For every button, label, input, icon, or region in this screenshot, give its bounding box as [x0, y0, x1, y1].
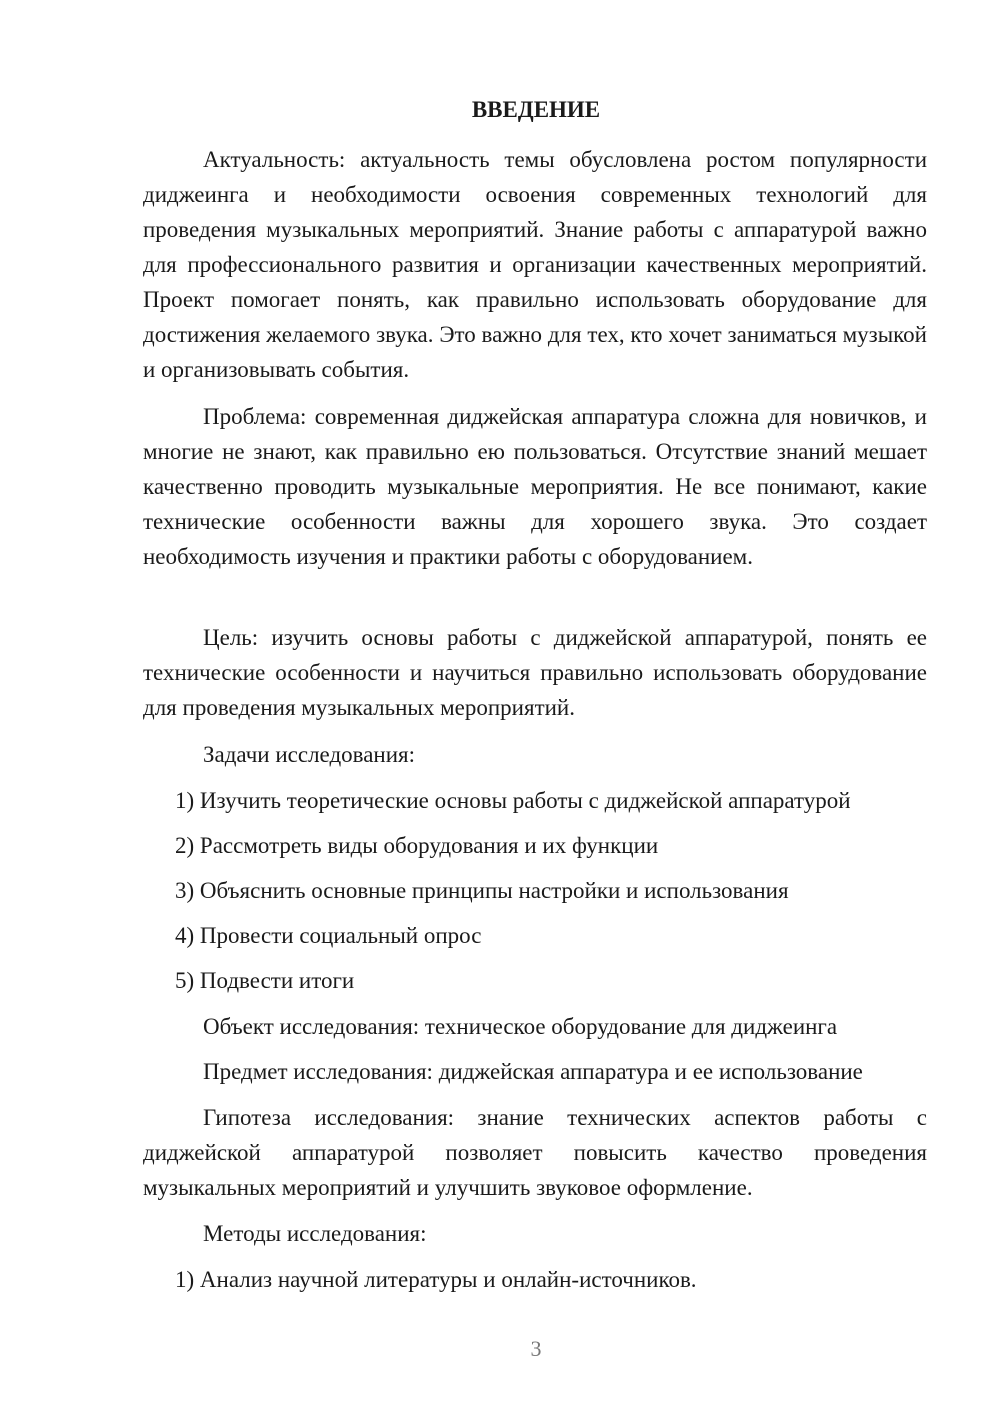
tasks-heading: Задачи исследования:	[203, 742, 416, 767]
page-number: 3	[530, 1336, 542, 1361]
object-line: Объект исследования: техническое оборудование для диджеинга	[203, 1014, 838, 1039]
hypothesis-paragraph: Гипотеза исследования: знание технических аспектов работы с диджейской аппаратурой позволяет повысить качество проведения музыкальных мероприятий и улучшить звуковое оформление.	[143, 1105, 927, 1200]
method-item: 1) Анализ научной литературы и онлайн-источников.	[175, 1267, 697, 1292]
methods-heading: Методы исследования:	[203, 1221, 427, 1246]
page-title: ВВЕДЕНИЕ	[471, 97, 601, 122]
task-item: 2) Рассмотреть виды оборудования и их функции	[175, 833, 659, 858]
task-item: 4) Провести социальный опрос	[175, 923, 482, 948]
task-item: 3) Объяснить основные принципы настройки и использования	[175, 878, 789, 903]
subject-line: Предмет исследования: диджейская аппаратура и ее использование	[203, 1059, 863, 1084]
problem-paragraph: Проблема: современная диджейская аппаратура сложна для новичков, и многие не знают, как правильно ею пользоваться. Отсутствие знаний мешает качественно проводить музыкальные мероприятия. Не все понимают, какие технические особенности важны для хорошего звука. Это создает необходимость изучения и практики работы с оборудованием.	[143, 404, 927, 569]
task-item: 1) Изучить теоретические основы работы с диджейской аппаратурой	[175, 788, 851, 813]
relevance-paragraph: Актуальность: актуальность темы обусловлена ростом популярности диджеинга и необходимости освоения современных технологий для проведения музыкальных мероприятий. Знание работы с аппаратурой важно для профессионального развития и организации качественных мероприятий. Проект помогает понять, как правильно использовать оборудование для достижения желаемого звука. Это важно для тех, кто хочет заниматься музыкой и организовывать события.	[143, 147, 927, 382]
task-item: 5) Подвести итоги	[175, 968, 355, 993]
goal-paragraph: Цель: изучить основы работы с диджейской аппаратурой, понять ее технические особенности и научиться правильно использовать оборудование для проведения музыкальных мероприятий.	[143, 625, 927, 720]
